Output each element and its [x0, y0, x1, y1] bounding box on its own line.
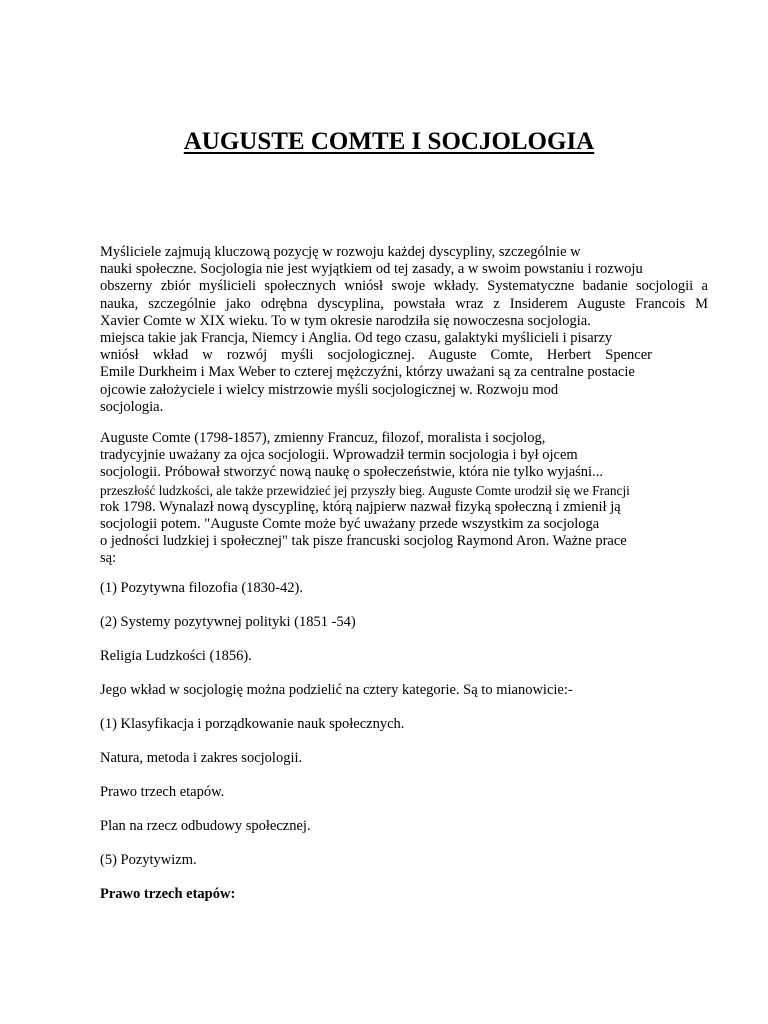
paragraph-line: socjologii. Próbował stworzyć nową naukę o społeczeństwie, która nie tylko wyjaśni...: [100, 464, 603, 481]
paragraph-line: Auguste Comte (1798-1857), zmienny Francuz, filozof, moralista i socjolog,: [100, 430, 546, 446]
paragraph-line: Emile Durkheim i Max Weber to czterej mężczyźni, którzy uważani są za centralne postacie: [100, 364, 635, 381]
section-heading: Prawo trzech etapów:: [100, 886, 236, 902]
paragraph-line: Xavier Comte w XIX wieku. To w tym okresie narodziła się nowoczesna socjologia.: [100, 312, 591, 329]
paragraph-line: miejsca takie jak Francja, Niemcy i Anglia. Od tego czasu, galaktyki myślicieli i pisarzy: [100, 330, 613, 347]
document-title: AUGUSTE COMTE I SOCJOLOGIA: [183, 128, 595, 155]
works-item: (1) Pozytywna filozofia (1830-42).: [100, 580, 303, 596]
category-item: Natura, metoda i zakres socjologii.: [100, 750, 303, 766]
contribution-intro: Jego wkład w socjologię można podzielić na cztery kategorie. Są to mianowicie:-: [100, 682, 573, 698]
paragraph-line: rok 1798. Wynalazł nową dyscyplinę, którą najpierw nazwał fizyką społeczną i zmienił ją: [100, 498, 621, 515]
works-item: (2) Systemy pozytywnej polityki (1851 -54): [100, 614, 356, 630]
category-item: (5) Pozytywizm.: [100, 852, 197, 868]
paragraph-line: obszerny zbiór myślicieli społecznych wniósł swoje wkłady. Systematyczne badanie socjologii a: [100, 278, 708, 295]
category-item: (1) Klasyfikacja i porządkowanie nauk społecznych.: [100, 716, 405, 732]
paragraph-line: tradycyjnie uważany za ojca socjologii. Wprowadził termin socjologia i był ojcem: [100, 447, 578, 464]
paragraph-line: są:: [100, 550, 117, 567]
paragraph-line: nauka, szczególnie jako odrębna dyscyplina, powstała wraz z Insiderem Auguste Francois M: [100, 295, 708, 312]
paragraph-line: socjologia.: [100, 398, 164, 415]
paragraph-line: ojcowie założyciele i wielcy mistrzowie myśli socjologicznej w. Rozwoju mod: [100, 381, 559, 398]
paragraph-line: socjologii potem. "Auguste Comte może być uważany przede wszystkim za socjologa: [100, 516, 600, 533]
paragraph-line: Myśliciele zajmują kluczową pozycję w rozwoju każdej dyscypliny, szczególnie w: [100, 244, 581, 260]
paragraph-line: [100, 347, 652, 364]
category-item: Plan na rzecz odbudowy społecznej.: [100, 818, 311, 834]
category-item: Prawo trzech etapów.: [100, 784, 225, 800]
intro-paragraph: [100, 244, 708, 416]
paragraph-line-text: wniósł wkład w rozwój myśli socjologicznej. Auguste Comte, Herbert Spencer: [100, 347, 652, 364]
paragraph-line: o jedności ludzkiej i społecznej" tak pisze francuski socjolog Raymond Aron. Ważne prace: [100, 533, 627, 550]
biography-paragraph: [100, 430, 708, 568]
paragraph-line: przeszłość ludzkości, ale także przewidzieć jej przyszły bieg. Auguste Comte urodził się we Francji: [100, 482, 630, 498]
works-item: Religia Ludzkości (1856).: [100, 648, 252, 664]
paragraph-line: nauki społeczne. Socjologia nie jest wyjątkiem od tej zasady, a w swoim powstaniu i rozwoju: [100, 261, 643, 278]
